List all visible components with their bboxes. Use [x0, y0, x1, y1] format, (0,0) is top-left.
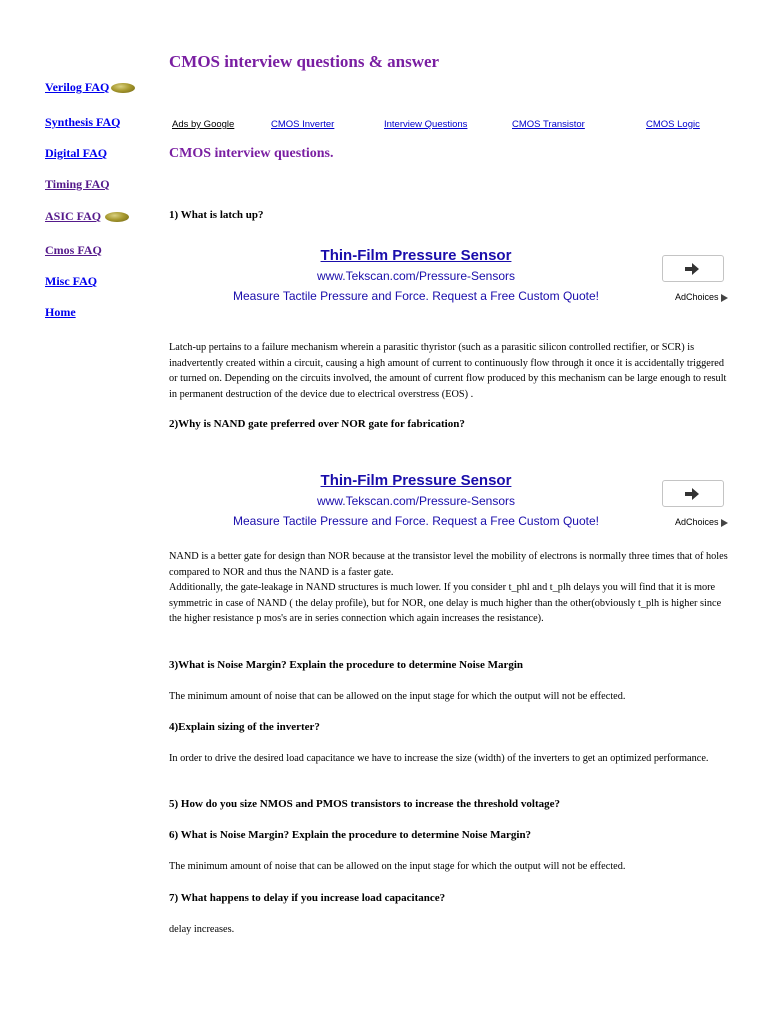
answer-7: delay increases.	[169, 924, 235, 935]
adlink-interview-questions[interactable]: Interview Questions	[384, 119, 468, 130]
ad-block-1	[169, 247, 729, 317]
question-2: 2)Why is NAND gate preferred over NOR gate for fabrication?	[169, 418, 465, 430]
arrow-right-icon	[685, 263, 699, 275]
pill-icon	[111, 83, 135, 93]
arrow-right-icon	[685, 488, 699, 500]
ad-title[interactable]: Thin-Film Pressure Sensor	[320, 472, 512, 489]
answer-2-paragraph-2: Additionally, the gate-leakage in NAND structures is much lower. If you consider t_phl and t_plh delays you will find that it is more symmetric in case of NAND ( the delay profile), but for NOR, one delay is much higher than the other(obviously t_plh is higher since the higher resistance p mos's are in series connection which again increases the resistance).	[169, 582, 722, 624]
sidebar-item-label: Verilog FAQ	[45, 80, 110, 94]
adchoices-label: AdChoices	[675, 517, 719, 527]
ad-go-button[interactable]	[662, 255, 724, 282]
ad-title[interactable]: Thin-Film Pressure Sensor	[320, 247, 512, 264]
sidebar-item-label: Digital FAQ	[45, 146, 108, 160]
sidebar-item-label: Misc FAQ	[45, 274, 98, 288]
adchoices-link[interactable]	[675, 517, 728, 527]
answer-2-paragraph-1: NAND is a better gate for design than NOR because at the transistor level the mobility of electrons is normally three times that of holes compared to NOR and thus the NAND is a faster gate.	[169, 551, 728, 578]
ad-description: Measure Tactile Pressure and Force. Request a Free Custom Quote!	[233, 514, 599, 528]
answer-4: In order to drive the desired load capacitance we have to increase the size (width) of the inverters to get an optimized performance.	[169, 753, 709, 764]
sidebar-item-verilog-faq[interactable]	[45, 80, 135, 95]
sidebar-item-asic-faq[interactable]	[45, 209, 129, 224]
sidebar-item-home[interactable]	[45, 305, 76, 320]
question-1: 1) What is latch up?	[169, 209, 264, 221]
adlink-cmos-transistor[interactable]: CMOS Transistor	[512, 119, 585, 130]
ad-url[interactable]: www.Tekscan.com/Pressure-Sensors	[316, 494, 516, 508]
sidebar-item-timing-faq[interactable]	[45, 177, 110, 192]
sidebar-item-misc-faq[interactable]	[45, 274, 97, 289]
adchoices-label: AdChoices	[675, 292, 719, 302]
adlink-cmos-logic[interactable]: CMOS Logic	[646, 119, 700, 130]
question-7: 7) What happens to delay if you increase load capacitance?	[169, 892, 446, 904]
sidebar-item-label: Cmos FAQ	[45, 243, 102, 257]
section-title: CMOS interview questions.	[169, 146, 334, 161]
ad-url[interactable]: www.Tekscan.com/Pressure-Sensors	[316, 269, 516, 283]
ads-by-google-label[interactable]: Ads by Google	[172, 119, 235, 130]
adchoices-icon	[721, 294, 728, 302]
answer-3: The minimum amount of noise that can be allowed on the input stage for which the output will not be effected.	[169, 691, 626, 702]
sidebar-item-label: ASIC FAQ	[45, 209, 102, 223]
sidebar-item-label: Timing FAQ	[45, 177, 110, 191]
sidebar-item-cmos-faq[interactable]	[45, 243, 102, 258]
ad-description: Measure Tactile Pressure and Force. Request a Free Custom Quote!	[233, 289, 599, 303]
sidebar-item-label: Synthesis FAQ	[45, 115, 121, 129]
adchoices-icon	[721, 519, 728, 527]
adchoices-link[interactable]	[675, 292, 728, 302]
ad-go-button[interactable]	[662, 480, 724, 507]
pill-icon	[105, 212, 129, 222]
adlink-cmos-inverter[interactable]: CMOS Inverter	[271, 119, 335, 130]
sidebar-item-digital-faq[interactable]	[45, 146, 107, 161]
ad-block-2	[169, 472, 729, 542]
page-title: CMOS interview questions & answer	[169, 52, 440, 71]
question-6: 6) What is Noise Margin? Explain the procedure to determine Noise Margin?	[169, 829, 532, 841]
answer-6: The minimum amount of noise that can be allowed on the input stage for which the output will not be effected.	[169, 861, 626, 872]
sidebar-item-synthesis-faq[interactable]	[45, 115, 120, 130]
question-3: 3)What is Noise Margin? Explain the procedure to determine Noise Margin	[169, 659, 524, 671]
question-5: 5) How do you size NMOS and PMOS transistors to increase the threshold voltage?	[169, 798, 560, 810]
sidebar-item-label: Home	[45, 305, 76, 319]
answer-1: Latch-up pertains to a failure mechanism wherein a parasitic thyristor (such as a parasitic silicon controlled rectifier, or SCR) is inadvertently created within a circuit, causing a high amount of current to continuously flow through it once it is accidentally triggered or turned on. Depending on the circuits involved, the amount of current flow produced by this mechanism can be large enough to result in permanent destruction of the device due to electrical overstress (EOS) .	[169, 342, 727, 400]
sidebar-nav	[0, 70, 165, 335]
question-4: 4)Explain sizing of the inverter?	[169, 721, 320, 733]
answer-2	[169, 549, 735, 627]
